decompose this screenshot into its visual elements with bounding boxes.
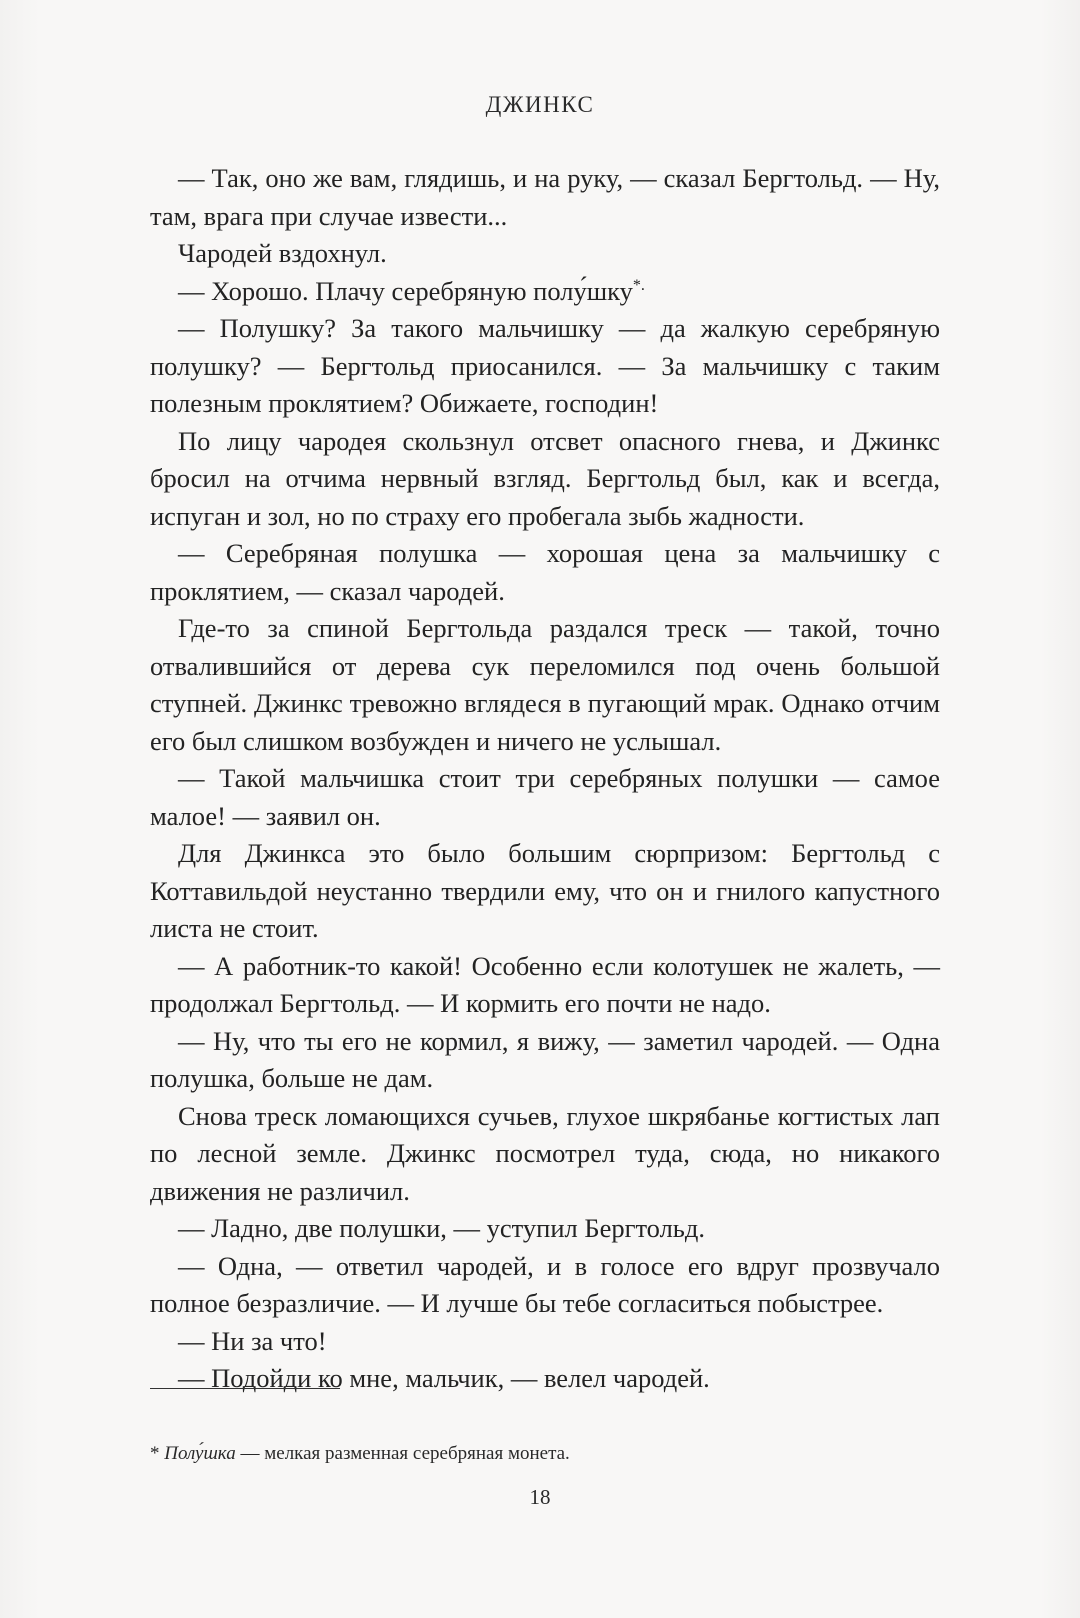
footnote-text: — мелкая разменная серебряная монета. <box>235 1443 570 1464</box>
paragraph: — Полушку? За такого мальчишку — да жалкую серебряную полушку? — Бергтольд приосанился. — За мальчишку с таким полезным проклятием? Обижаете, господин! <box>150 313 940 418</box>
paragraph: — Такой мальчишка стоит три серебряных полушки — самое малое! — заявил он. <box>150 763 940 831</box>
paragraph: Снова треск ломающихся сучьев, глухое шкрябанье когтистых лап по лесной земле. Джинкс посмотрел туда, сюда, но никакого движения не различил. <box>150 1100 940 1206</box>
paragraph: — Так, оно же вам, глядишь, и на руку, — сказал Бергтольд. — Ну, там, врага при случае извести... <box>150 163 940 231</box>
paragraph: Чародей вздохнул. <box>178 238 387 268</box>
footnote-term: Полу́шка <box>164 1443 236 1464</box>
paragraph: — Ни за что! <box>178 1325 327 1356</box>
paragraph: — Ну, что ты его не кормил, я вижу, — заметил чародей. — Одна полушка, больше не дам. <box>150 1025 940 1093</box>
paragraph: — Серебряная полушка — хорошая цена за мальчишку с проклятием, — сказал чародей. <box>150 538 940 606</box>
paragraph: Для Джинкса это было большим сюрпризом: Бергтольд с Коттавильдой неустанно твердили ему, что он и гнилого капустного листа не стоит. <box>150 838 940 943</box>
body-text <box>150 160 940 1398</box>
running-head: ДЖИНКС <box>485 92 595 117</box>
paragraph: По лицу чародея скользнул отсвет опасного гнева, и Джинкс бросил на отчима нервный взгляд. Бергтольд был, как и всегда, испуган и зол, но по страху его пробегала зыбь жадности. <box>150 425 940 531</box>
paragraph: Где-то за спиной Бергтольда раздался треск — такой, точно отвалившийся от дерева сук переломился под очень большой ступней. Джинкс тревожно вглядеся в пугающий мрак. Однако отчим его был слишком возбужден и ничего не услышал. <box>150 613 940 756</box>
footnote-marker: * <box>150 1443 160 1464</box>
footnote-divider <box>150 1388 340 1389</box>
paragraph-text: — Хорошо. Плачу серебряную полу́шку <box>178 275 633 306</box>
page-number: 18 <box>529 1485 551 1509</box>
paragraph: — Ладно, две полушки, — уступил Бергтольд. <box>178 1213 705 1243</box>
paragraph: — Одна, — ответил чародей, и в голосе его вдруг прозвучало полное безразличие. — И лучше бы тебе согласиться побыстрее. <box>150 1250 940 1318</box>
footnote <box>150 1442 940 1466</box>
footnote-reference: *. <box>632 276 645 294</box>
paragraph: — Подойди ко мне, мальчик, — велел чародей. <box>178 1363 710 1393</box>
paragraph <box>150 273 940 311</box>
paragraph: — А работник-то какой! Особенно если колотушек не жалеть, — продолжал Бергтольд. — И кормить его почти не надо. <box>150 950 940 1018</box>
